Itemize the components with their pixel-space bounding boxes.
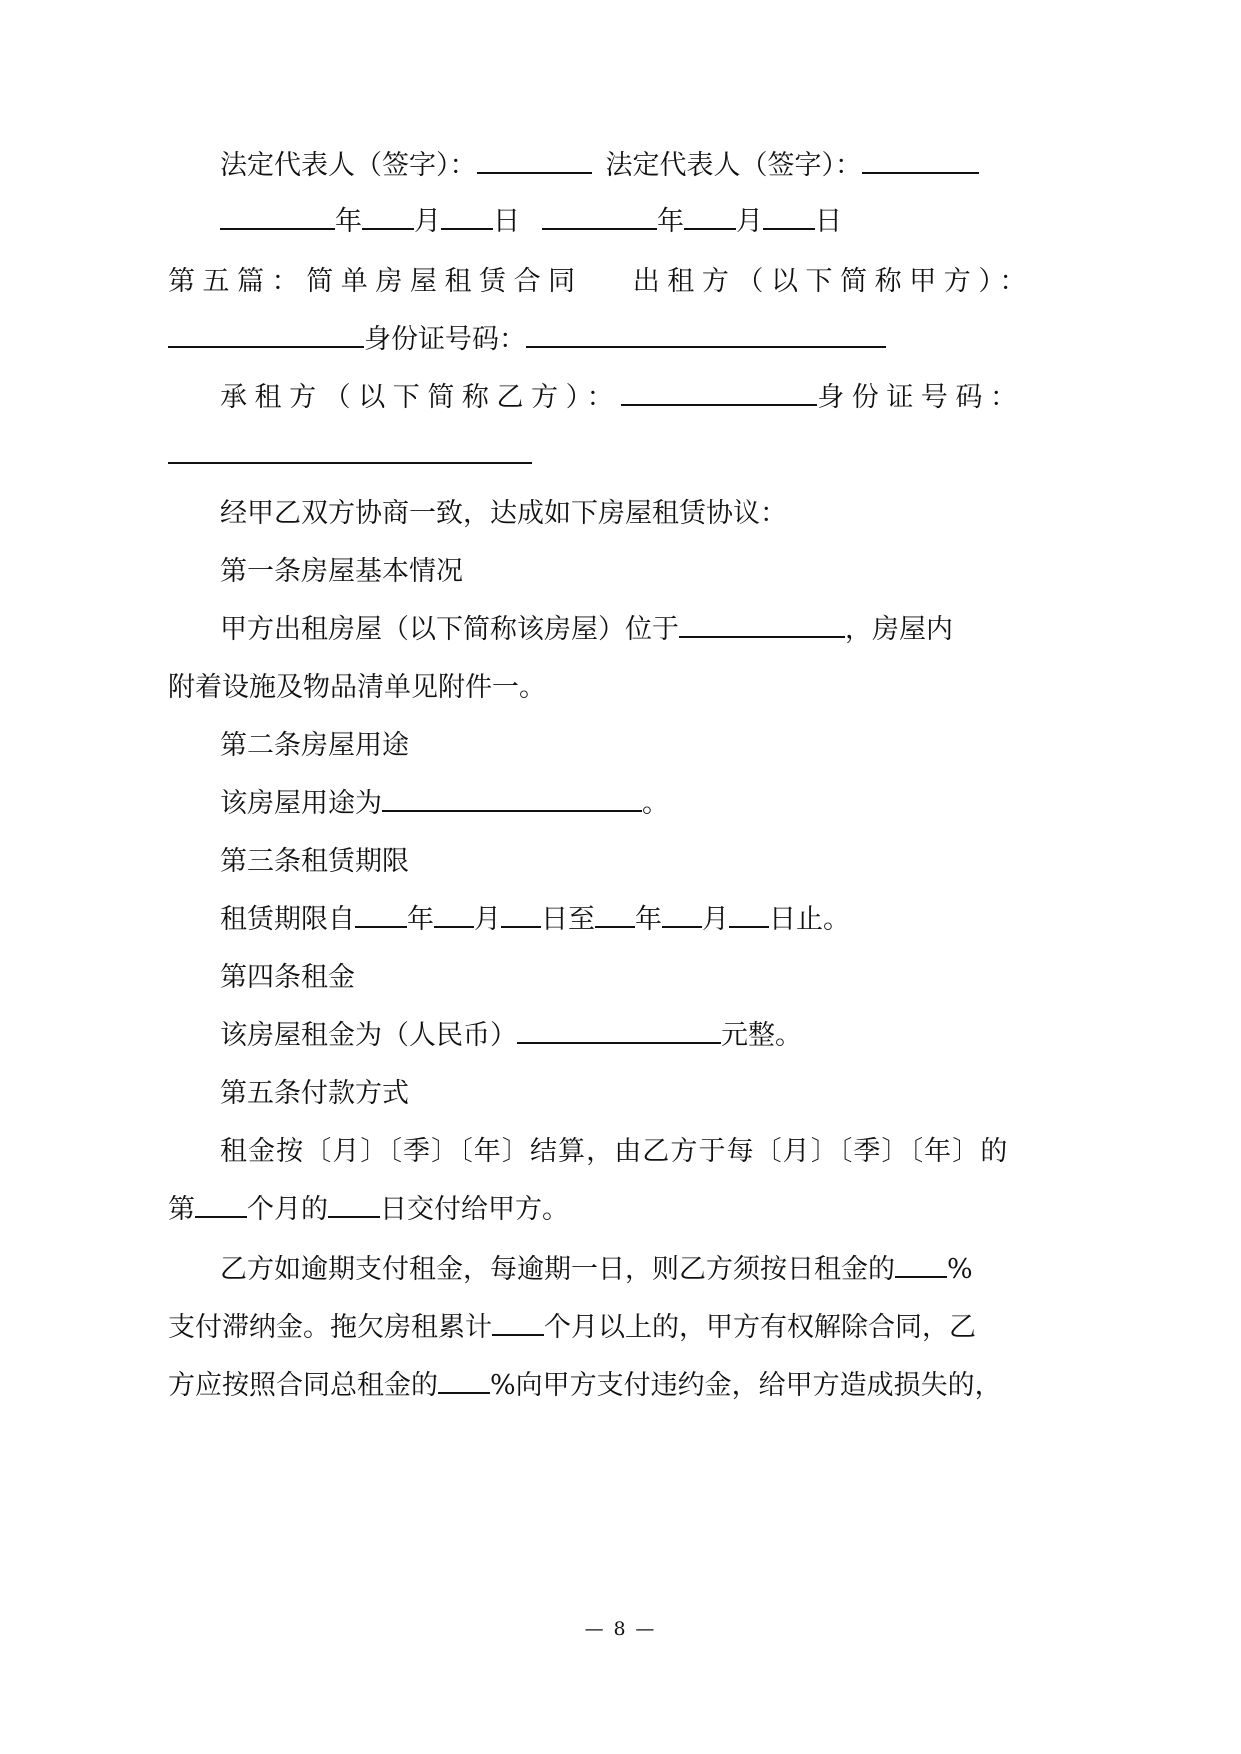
- penalty-prefix: 方应按照合同总租金的: [168, 1370, 438, 1401]
- payment-month-blank: [195, 1190, 247, 1218]
- agreement-intro: 经甲乙双方协商一致，达成如下房屋租赁协议：: [220, 498, 787, 529]
- lessor-id-label: 身份证号码：: [364, 324, 526, 355]
- arrears-suffix: 个月以上的，甲方有权解除合同，乙: [544, 1312, 976, 1343]
- late-fee-text-b: [168, 1308, 976, 1348]
- date-line: [220, 202, 842, 242]
- usage-label: 该房屋用途为: [220, 788, 382, 819]
- article-5-text-a: 租金按〔月〕〔季〕〔年〕结算，由乙方于每〔月〕〔季〕〔年〕的: [220, 1136, 1009, 1167]
- article-3-heading: 第三条租赁期限: [220, 846, 409, 877]
- article-1-text-b: 附着设施及物品清单见附件一。: [168, 672, 546, 703]
- arrears-months-blank: [492, 1308, 544, 1336]
- rep-signature-label-a: 法定代表人（签字）：: [220, 150, 477, 181]
- month-label-a: 月: [414, 206, 441, 237]
- article-2-text: [220, 784, 669, 824]
- year-blank-a: [220, 202, 335, 230]
- lessor-label: 出租方（以下简称甲方）：: [632, 266, 1034, 297]
- article-4-text: [220, 1016, 802, 1056]
- lessee-line: [220, 378, 1025, 418]
- rent-blank: [517, 1016, 721, 1044]
- article-3-text: [220, 900, 850, 940]
- signature-blank-b: [862, 146, 979, 174]
- payment-middle: 个月的: [247, 1194, 328, 1225]
- end-day-blank: [729, 900, 769, 928]
- lessee-id-blank: [168, 436, 532, 464]
- month-blank-b: [684, 202, 736, 230]
- article-1-text-a: [220, 610, 953, 650]
- article-5-heading: 第五条付款方式: [220, 1078, 409, 1109]
- article-4-heading: 第四条租金: [220, 962, 355, 993]
- day-blank-b: [763, 202, 815, 230]
- lessor-id-line: [168, 320, 886, 360]
- day-label-b: 日: [815, 206, 842, 237]
- term-end-label: 日止。: [769, 904, 850, 935]
- start-year-label: 年: [407, 904, 434, 935]
- location-blank: [679, 610, 845, 638]
- lessor-name-blank: [168, 320, 364, 348]
- start-month-blank: [434, 900, 474, 928]
- article-1-text-prefix: 甲方出租房屋（以下简称该房屋）位于: [220, 614, 679, 645]
- article-1-text-suffix: ，房屋内: [845, 614, 953, 645]
- start-day-blank: [501, 900, 541, 928]
- start-month-label: 月: [474, 904, 501, 935]
- term-label: 租赁期限自: [220, 904, 355, 935]
- contract-title: 第五篇：简单房屋租赁合同: [168, 266, 583, 297]
- rep-signature-label-b: 法定代表人（签字）：: [605, 150, 862, 181]
- article-5-text-b: [168, 1190, 569, 1230]
- month-blank-a: [362, 202, 414, 230]
- late-fee-text-c: [168, 1366, 1002, 1406]
- contract-title-line: [168, 262, 1034, 302]
- term-to-label: 日至: [541, 904, 595, 935]
- year-blank-b: [542, 202, 657, 230]
- usage-period: 。: [642, 788, 669, 819]
- day-label-a: 日: [493, 206, 520, 237]
- rent-label: 该房屋租金为（人民币）: [220, 1020, 517, 1051]
- start-year-blank: [355, 900, 407, 928]
- usage-blank: [382, 784, 642, 812]
- year-label-b: 年: [657, 206, 684, 237]
- rent-unit: 元整。: [721, 1020, 802, 1051]
- penalty-rate-blank: [438, 1366, 490, 1394]
- lessee-id-label: 身份证号码：: [817, 382, 1025, 413]
- signature-blank-a: [477, 146, 592, 174]
- end-month-label: 月: [702, 904, 729, 935]
- rep-signature-line: [220, 146, 979, 186]
- late-fee-percent: %: [947, 1254, 973, 1285]
- lessor-id-blank: [526, 320, 886, 348]
- year-label-a: 年: [335, 206, 362, 237]
- payment-prefix: 第: [168, 1194, 195, 1225]
- month-label-b: 月: [736, 206, 763, 237]
- payment-suffix: 日交付给甲方。: [380, 1194, 569, 1225]
- page-number: — 8 —: [584, 1618, 657, 1640]
- payment-day-blank: [328, 1190, 380, 1218]
- end-year-label: 年: [635, 904, 662, 935]
- article-2-heading: 第二条房屋用途: [220, 730, 409, 761]
- lessee-id-line: [168, 436, 532, 476]
- late-fee-text-a: [220, 1250, 973, 1290]
- arrears-prefix: 支付滞纳金。拖欠房租累计: [168, 1312, 492, 1343]
- end-year-blank: [595, 900, 635, 928]
- lessee-label: 承租方（以下简称乙方）：: [220, 382, 622, 413]
- penalty-suffix: %向甲方支付违约金，给甲方造成损失的，: [490, 1370, 1002, 1401]
- article-1-heading: 第一条房屋基本情况: [220, 556, 463, 587]
- late-fee-prefix: 乙方如逾期支付租金，每逾期一日，则乙方须按日租金的: [220, 1254, 895, 1285]
- day-blank-a: [441, 202, 493, 230]
- lessee-name-blank: [621, 378, 817, 406]
- late-fee-rate-blank: [895, 1250, 947, 1278]
- end-month-blank: [662, 900, 702, 928]
